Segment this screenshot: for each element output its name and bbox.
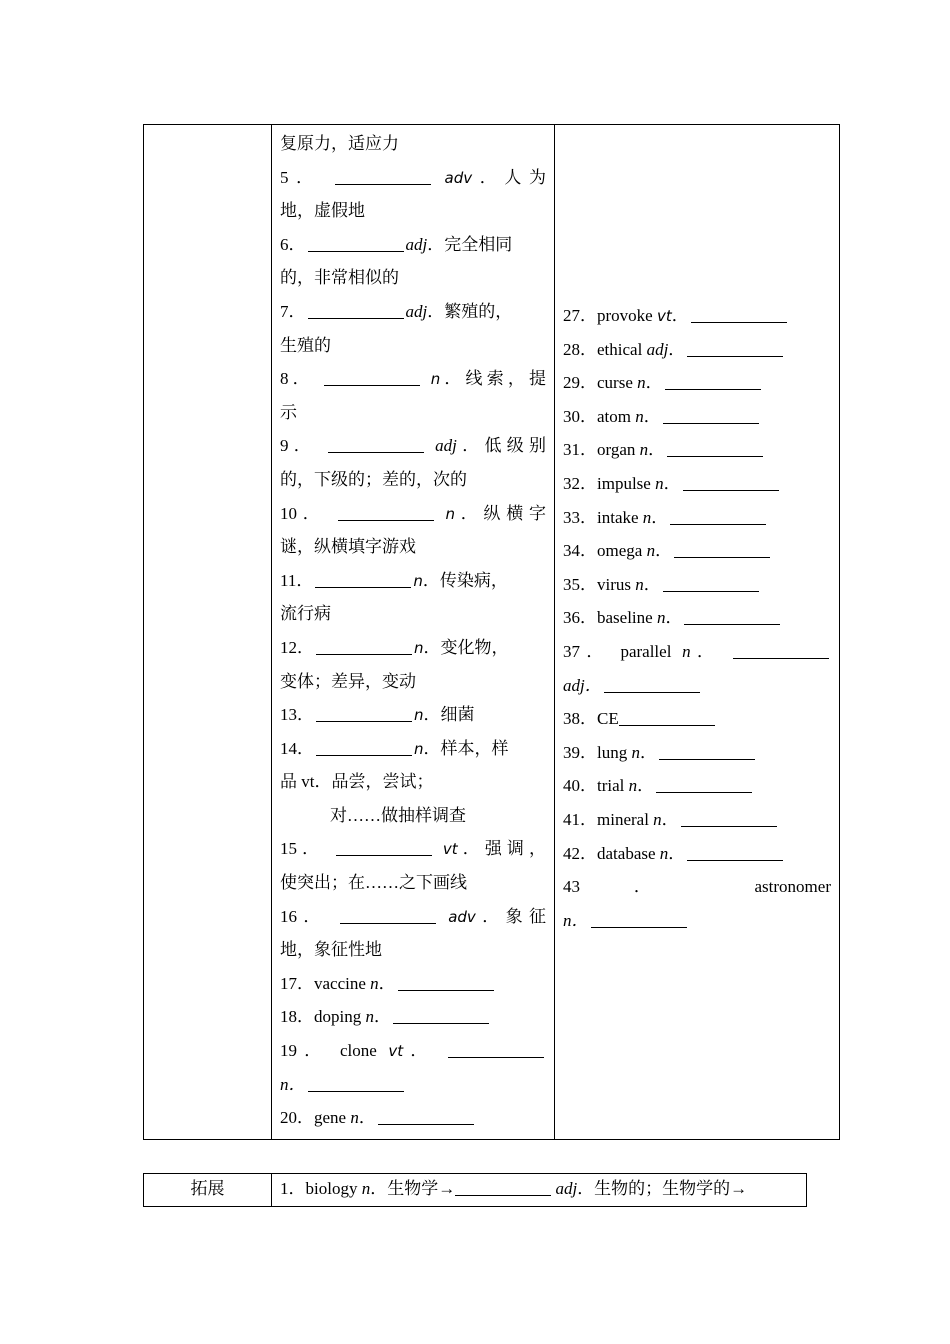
list-item: 10． n．纵横字 xyxy=(280,503,547,523)
answer-blank[interactable] xyxy=(338,519,434,521)
list-line: 使突出；在……之下画线 xyxy=(280,873,467,893)
answer-blank[interactable] xyxy=(378,1123,474,1125)
list-item: 27．provoke vt． xyxy=(563,299,831,333)
list-item: 41．mineral n． xyxy=(563,803,831,837)
answer-blank[interactable] xyxy=(316,754,412,756)
list-item: 33．intake n． xyxy=(563,501,831,535)
answer-blank[interactable] xyxy=(687,355,783,357)
answer-blank[interactable] xyxy=(315,586,411,588)
list-item: n． xyxy=(280,1068,546,1102)
right-column xyxy=(555,125,840,1140)
answer-blank[interactable] xyxy=(393,1022,489,1024)
list-item: 39．lung n． xyxy=(563,736,831,770)
answer-blank[interactable] xyxy=(665,388,761,390)
answer-blank[interactable] xyxy=(316,653,412,655)
answer-blank[interactable] xyxy=(681,825,777,827)
list-item: 28．ethical adj． xyxy=(563,333,831,367)
answer-blank[interactable] xyxy=(316,720,412,722)
list-item: adj． xyxy=(563,669,831,703)
list-item: 6． adj．完全相同 xyxy=(280,234,513,254)
answer-blank[interactable] xyxy=(691,321,787,323)
extension-item: 1．biology n．生物学→ adj．生物的；生物学的→ xyxy=(272,1174,807,1207)
answer-blank[interactable] xyxy=(663,422,759,424)
answer-blank[interactable] xyxy=(448,1056,544,1058)
answer-blank[interactable] xyxy=(659,758,755,760)
answer-blank[interactable] xyxy=(308,250,404,252)
list-item: 34．omega n． xyxy=(563,534,831,568)
list-item: 18．doping n． xyxy=(280,1000,546,1034)
answer-blank[interactable] xyxy=(455,1194,551,1196)
list-item: 31．organ n． xyxy=(563,433,831,467)
list-item: 16． adv．象征 xyxy=(280,906,547,926)
answer-blank[interactable] xyxy=(336,854,432,856)
vocabulary-table xyxy=(143,124,840,1140)
answer-blank[interactable] xyxy=(667,455,763,457)
list-item: 9． adj．低级别 xyxy=(280,436,547,456)
list-item: 13． n．细菌 xyxy=(280,705,475,725)
list-item: 15． vt．强调， xyxy=(280,839,547,859)
list-line: 谜，纵横填字游戏 xyxy=(280,537,416,557)
list-item: n． xyxy=(563,904,831,938)
answer-blank[interactable] xyxy=(328,451,424,453)
answer-blank[interactable] xyxy=(687,859,783,861)
answer-blank[interactable] xyxy=(308,317,404,319)
list-line: 品 vt．品尝，尝试； xyxy=(280,772,434,792)
answer-blank[interactable] xyxy=(340,922,436,924)
answer-blank[interactable] xyxy=(335,183,431,185)
list-line: 复原力，适应力 xyxy=(280,134,399,153)
list-line: 地，虚假地 xyxy=(280,201,365,221)
list-item: 30．atom n． xyxy=(563,400,831,434)
list-line: 地，象征性地 xyxy=(280,940,382,960)
list-item: 42．database n． xyxy=(563,837,831,871)
list-item: 37． parallel n． xyxy=(563,635,831,669)
list-item: 29．curse n． xyxy=(563,366,831,400)
list-item: 38．CE xyxy=(563,702,831,736)
list-item: 14． n．样本，样 xyxy=(280,738,509,758)
answer-blank[interactable] xyxy=(663,590,759,592)
list-line: 示 xyxy=(280,402,297,422)
answer-blank[interactable] xyxy=(398,989,494,991)
list-item: 40．trial n． xyxy=(563,769,831,803)
list-item: 11． n．传染病， xyxy=(280,570,508,590)
list-item: 8． n．线索，提 xyxy=(280,369,547,389)
answer-blank[interactable] xyxy=(670,523,766,525)
list-line: 流行病 xyxy=(280,604,331,624)
list-item: 12． n．变化物， xyxy=(280,637,509,657)
answer-blank[interactable] xyxy=(619,724,715,726)
answer-blank[interactable] xyxy=(733,657,829,659)
list-item: 32．impulse n． xyxy=(563,467,831,501)
extension-table xyxy=(143,1173,807,1207)
answer-blank[interactable] xyxy=(684,623,780,625)
mid-column xyxy=(272,125,555,1140)
list-item: 7． adj．繁殖的， xyxy=(280,301,513,321)
list-item: 19． clone vt． xyxy=(280,1034,546,1068)
answer-blank[interactable] xyxy=(674,556,770,558)
answer-blank[interactable] xyxy=(591,926,687,928)
list-item: 20．gene n． xyxy=(280,1101,546,1135)
list-item: 17．vaccine n． xyxy=(280,967,546,1001)
answer-blank[interactable] xyxy=(656,791,752,793)
extension-header: 拓展 xyxy=(144,1174,272,1207)
list-item: 43 ． astronomer xyxy=(563,877,831,897)
list-line: 对……做抽样调查 xyxy=(330,805,466,825)
list-line: 生殖的 xyxy=(280,335,331,355)
list-item: 36．baseline n． xyxy=(563,601,831,635)
answer-blank[interactable] xyxy=(683,489,779,491)
answer-blank[interactable] xyxy=(324,384,420,386)
list-item: 5． adv．人为 xyxy=(280,167,547,187)
list-item: 35．virus n． xyxy=(563,568,831,602)
answer-blank[interactable] xyxy=(308,1090,404,1092)
list-line: 的，非常相似的 xyxy=(280,268,399,288)
list-line: 变体；差异，变动 xyxy=(280,671,416,691)
list-line: 的，下级的；差的，次的 xyxy=(280,469,467,489)
answer-blank[interactable] xyxy=(604,691,700,693)
category-cell xyxy=(144,125,272,1140)
